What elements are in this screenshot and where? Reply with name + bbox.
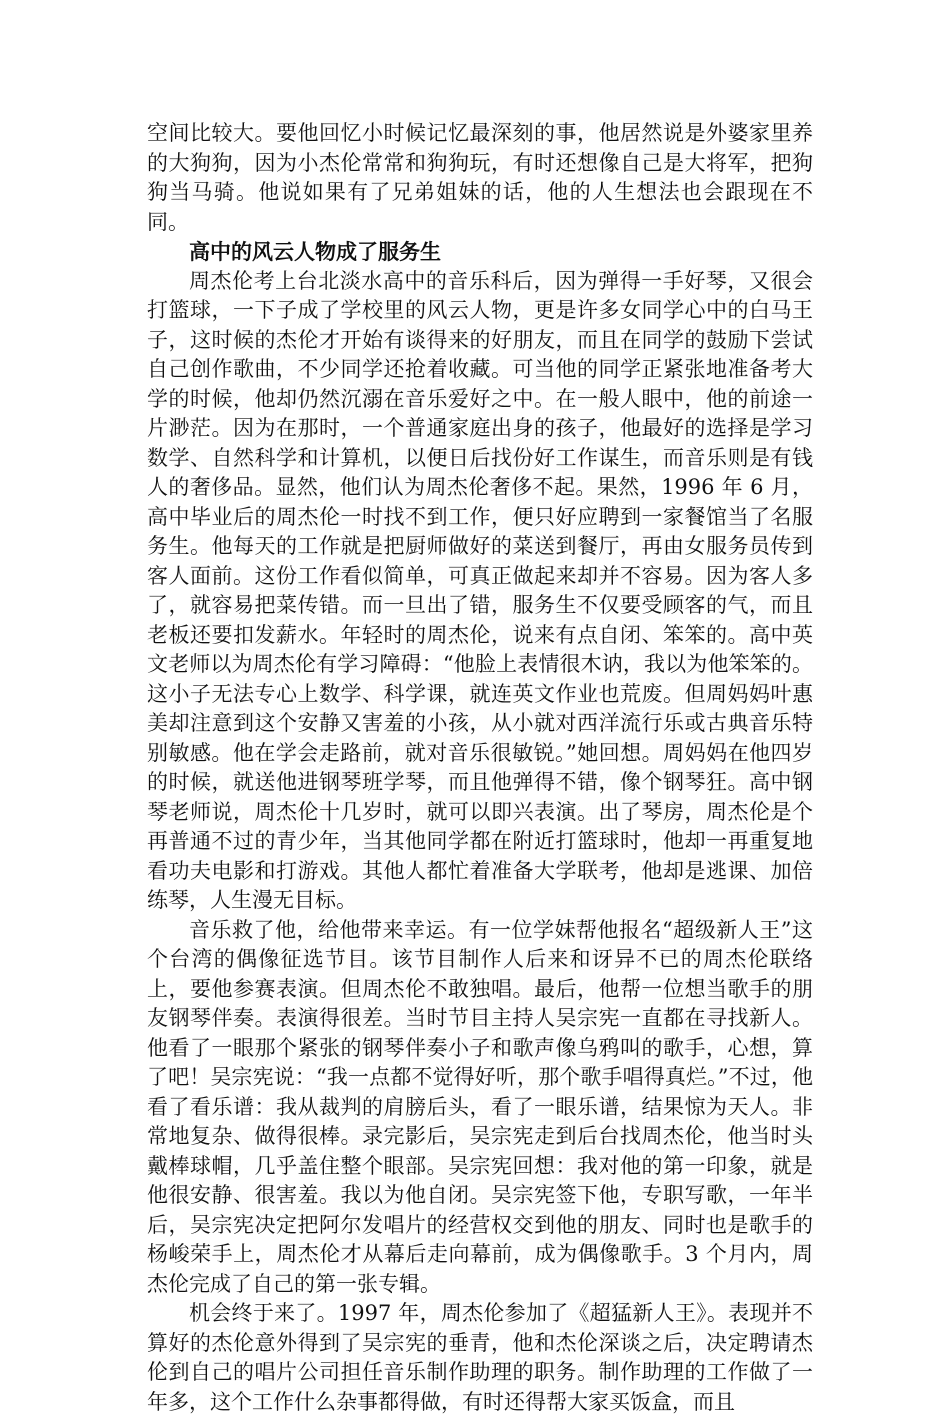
paragraph-body: 周杰伦考上台北淡水高中的音乐科后，因为弹得一手好琴，又很会打篮球，一下子成了学校里的风云人物，更是许多女同学心中的白马王子，这时候的杰伦才开始有谈得来的好朋友，而且在同学的鼓励下尝试自己创作歌曲，不少同学还抢着收藏。可当他的同学正紧张地准备考大学的时候，他却仍然沉溺在音乐爱好之中。在一般人眼中，他的前途一片渺茫。因为在那时，一个普通家庭出身的孩子，他最好的选择是学习数学、自然科学和计算机，以便日后找份好工作谋生，而音乐则是有钱人的奢侈品。显然，他们认为周杰伦奢侈不起。果然，1996 年 6 月，高中毕业后的周杰伦一时找不到工作，便只好应聘到一家餐馆当了名服务生。他每天的工作就是把厨师做好的菜送到餐厅，再由女服务员传到客人面前。这份工作看似简单，可真正做起来却并不容易。因为客人多了，就容易把菜传错。而一旦出了错，服务生不仅要受顾客的气，而且老板还要扣发薪水。年轻时的周杰伦，说来有点自闭、笨笨的。高中英文老师以为周杰伦有学习障碍：“他脸上表情很木讷，我以为他笨笨的。这小子无法专心上数学、科学课，就连英文作业也荒废。但周妈妈叶惠美却注意到这个安静又害羞的小孩，从小就对西洋流行乐或古典音乐特别敏感。他在学会走路前，就对音乐很敏锐。”她回想。周妈妈在他四岁的时候，就送他进钢琴班学琴，而且他弹得不错，像个钢琴狂。高中钢琴老师说，周杰伦十几岁时，就可以即兴表演。出了琴房，周杰伦是个再普通不过的青少年，当其他同学都在附近打篮球时，他却一再重复地看功夫电影和打游戏。其他人都忙着准备大学联考，他却是逃课、加倍练琴，人生漫无目标。 bbox=[147, 268, 813, 912]
paragraph-body: 机会终于来了。1997 年，周杰伦参加了《超猛新人王》。表现并不算好的杰伦意外得到了吴宗宪的垂青，他和杰伦深谈之后，决定聘请杰伦到自己的唱片公司担任音乐制作助理的职务。制作助理的工作做了一年多，这个工作什么杂事都得做，有时还得帮大家买饭盒，而且 bbox=[147, 1301, 813, 1414]
section-heading: 高中的风云人物成了服务生 bbox=[189, 239, 441, 264]
paragraph-continuation: 空间比较大。要他回忆小时候记忆最深刻的事，他居然说是外婆家里养的大狗狗，因为小杰伦常常和狗狗玩，有时还想像自己是大将军，把狗狗当马骑。他说如果有了兄弟姐妹的话，他的人生想法也会跟现在不同。 bbox=[147, 121, 813, 234]
paragraph-body: 音乐救了他，给他带来幸运。有一位学妹帮他报名“超级新人王”这个台湾的偶像征选节目。该节目制作人后来和讶异不已的周杰伦联络上，要他参赛表演。但周杰伦不敢独唱。最后，他帮一位想当歌手的朋友钢琴伴奏。表演得很差。当时节目主持人吴宗宪一直都在寻找新人。他看了一眼那个紧张的钢琴伴奏小子和歌声像乌鸦叫的歌手，心想，算了吧！吴宗宪说：“我一点都不觉得好听，那个歌手唱得真烂。”不过，他看了看乐谱：我从裁判的肩膀后头，看了一眼乐谱，结果惊为天人。非常地复杂、做得很棒。录完影后，吴宗宪走到后台找周杰伦，他当时头戴棒球帽，几乎盖住整个眼部。吴宗宪回想：我对他的第一印象，就是他很安静、很害羞。我以为他自闭。吴宗宪签下他，专职写歌，一年半后，吴宗宪决定把阿尔发唱片的经营权交到他的朋友、同时也是歌手的杨峻荣手上，周杰伦才从幕后走向幕前，成为偶像歌手。3 个月内，周杰伦完成了自己的第一张专辑。 bbox=[147, 917, 813, 1296]
document-body bbox=[147, 119, 813, 1417]
